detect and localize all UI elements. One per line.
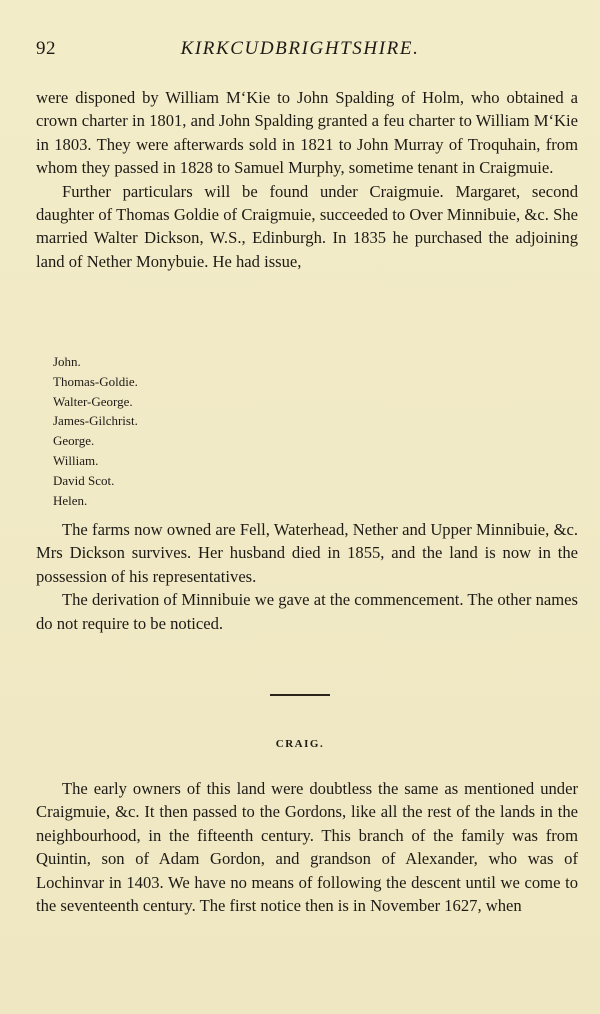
running-head bbox=[36, 38, 564, 64]
paragraph-farms: The farms now owned are Fell, Waterhead, Nether and Upper Minnibuie, &c. Mrs Dickson survives. Her husband died in 1855, and the land is now in the possession of his representatives. bbox=[36, 520, 578, 586]
issue-item: Walter-George. bbox=[53, 393, 133, 409]
paragraph-early-owners: The early owners of this land were doubtless the same as mentioned under Craigmuie, &c. It then passed to the Gordons, like all the rest of the lands in the neighbourhood, in the fifteenth century. This branch of the family was from Quintin, son of Adam Gordon, and grandson of Alexander, who was of Lochinvar in 1403. We have no means of following the descent until we come to the seventeenth century. The first notice then is in November 1627, when bbox=[36, 779, 578, 916]
running-title: KIRKCUDBRIGHTSHIRE. bbox=[180, 38, 420, 59]
paragraph-disponed: were disponed by William M‘Kie to John Spalding of Holm, who obtained a crown charter in 1801, and John Spalding granted a feu charter to William M‘Kie in 1803. They were afterwards sold in 1821 to John Murray of Troquhain, from whom they passed in 1828 to Samuel Murphy, sometime tenant in Craigmuie. bbox=[36, 88, 578, 178]
issue-item: David Scot. bbox=[53, 472, 115, 488]
issue-item: Thomas-Goldie. bbox=[53, 373, 138, 389]
middle-text bbox=[36, 518, 578, 635]
issue-item: Helen. bbox=[53, 492, 88, 508]
section-text bbox=[36, 777, 578, 917]
issue-item: James-Gilchrist. bbox=[53, 413, 138, 429]
issue-item: John. bbox=[53, 354, 81, 369]
section-heading: CRAIG. bbox=[275, 738, 325, 750]
page-number: 92 bbox=[36, 38, 56, 59]
paragraph-further-particulars: Further particulars will be found under Craigmuie. Margaret, second daughter of Thomas Goldie of Craigmuie, succeeded to Over Minnibuie, &c. She married Walter Dickson, W.S., Edinburgh. In 1835 he purchased the adjoining land of Nether Monybuie. He had issue, bbox=[36, 181, 578, 271]
issue-item: George. bbox=[53, 433, 95, 449]
paragraph-derivation: The derivation of Minnibuie we gave at the commencement. The other names do not require to be noticed. bbox=[36, 590, 578, 633]
opening-text bbox=[36, 86, 578, 273]
issue-item: William. bbox=[53, 452, 99, 468]
issue-list bbox=[53, 352, 138, 510]
section-rule bbox=[270, 694, 330, 696]
